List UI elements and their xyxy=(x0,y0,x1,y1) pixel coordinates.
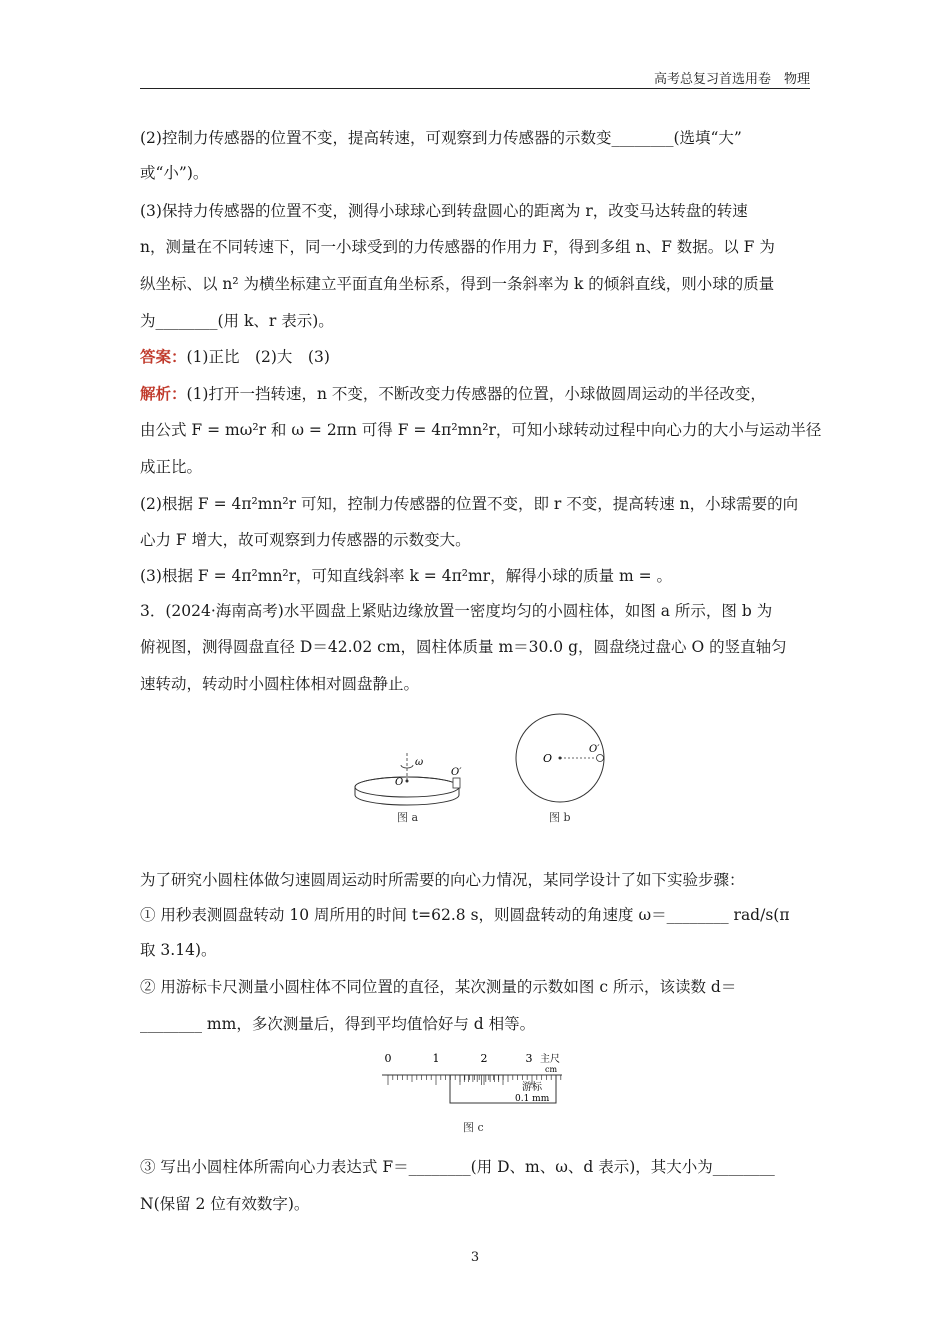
text-line: (3)根据 F = 4π²mn²r，可知直线斜率 k = 4π²mr，解得小球的质量 m = 。 xyxy=(140,567,673,585)
text-line: 或“小”)。 xyxy=(140,164,209,182)
text-line: 成正比。 xyxy=(140,458,203,476)
main-scale-tick-label: 3 xyxy=(525,1052,533,1065)
text-line: 3．(2024·海南高考)水平圆盘上紧贴边缘放置一密度均匀的小圆柱体，如图 a 所示，图 b 为 xyxy=(140,602,773,620)
text-line: ② 用游标卡尺测量小圆柱体不同位置的直径，某次测量的示数如图 c 所示，该读数 d＝ xyxy=(140,978,737,996)
text-line: ________ mm，多次测量后，得到平均值恰好与 d 相等。 xyxy=(140,1015,536,1033)
text-line: 取 3.14)。 xyxy=(140,941,217,959)
vernier-precision: 0.1 mm xyxy=(515,1094,550,1104)
text-line: 由公式 F = mω²r 和 ω = 2πn 可得 F = 4π²mn²r，可知小球转动过程中向心力的大小与运动半径 xyxy=(140,421,822,439)
main-scale-unit: cm xyxy=(545,1065,558,1074)
analysis-label: 解析： xyxy=(140,384,187,403)
text-line: 为________(用 k、r 表示)。 xyxy=(140,312,334,330)
figure-c-caption: 图 c xyxy=(463,1121,484,1134)
center-label: O xyxy=(395,777,404,788)
page-header xyxy=(140,68,810,89)
header-title: 高考总复习首选用卷 物理 xyxy=(653,72,810,87)
text-line: ① 用秒表测圆盘转动 10 周所用的时间 t=62.8 s，则圆盘转动的角速度 ω＝________ rad/s(π xyxy=(140,906,790,924)
page-number: 3 xyxy=(470,1250,480,1265)
answer-label: 答案： xyxy=(140,347,187,366)
text-line: (3)保持力传感器的位置不变，测得小球球心到转盘圆心的距离为 r，改变马达转盘的转速 xyxy=(140,202,748,220)
center-label: O xyxy=(543,752,553,765)
cylinder-label: O′ xyxy=(589,744,600,755)
text-line: 心力 F 增大，故可观察到力传感器的示数变大。 xyxy=(140,531,471,549)
main-scale-tick-label: 1 xyxy=(432,1052,440,1065)
text-line: n，测量在不同转速下，同一小球受到的力传感器的作用力 F，得到多组 n、F 数据。以 F 为 xyxy=(140,238,775,256)
text-line: (2)控制力传感器的位置不变，提高转速，可观察到力传感器的示数变________(选填“大” xyxy=(140,129,742,147)
answer-line xyxy=(140,347,812,367)
text-line: N(保留 2 位有效数字)。 xyxy=(140,1195,310,1213)
omega-label: ω xyxy=(415,757,424,768)
vernier-label: 游标 xyxy=(522,1082,542,1093)
figure-c xyxy=(378,1050,578,1112)
figure-b-caption: 图 b xyxy=(549,811,571,824)
answer-text: (1)正比 (2)大 (3) xyxy=(186,348,330,366)
figure-a-caption: 图 a xyxy=(397,811,419,824)
cylinder-label: O′ xyxy=(451,767,462,778)
main-scale-tick-label: 0 xyxy=(384,1052,392,1065)
text-line: 纵坐标、以 n² 为横坐标建立平面直角坐标系，得到一条斜率为 k 的倾斜直线，则小球的质量 xyxy=(140,275,775,293)
text-line: (2)根据 F = 4π²mn²r 可知，控制力传感器的位置不变，即 r 不变，提高转速 n，小球需要的向 xyxy=(140,495,799,513)
vernier-scale-ticks xyxy=(460,1075,503,1085)
main-scale-tick-label: 2 xyxy=(480,1052,488,1065)
text-line: 速转动，转动时小圆柱体相对圆盘静止。 xyxy=(140,675,420,693)
figure-b xyxy=(510,712,610,812)
analysis-line xyxy=(140,384,812,404)
text-line: 为了研究小圆柱体做匀速圆周运动时所需要的向心力情况，某同学设计了如下实验步骤： xyxy=(140,871,745,889)
main-scale-label: 主尺 xyxy=(540,1054,560,1065)
text-line: 俯视图，测得圆盘直径 D＝42.02 cm，圆柱体质量 m＝30.0 g，圆盘绕过盘心 O 的竖直轴匀 xyxy=(140,638,787,656)
analysis-text: (1)打开一挡转速，n 不变，不断改变力传感器的位置，小球做圆周运动的半径改变， xyxy=(186,385,766,403)
text-line: ③ 写出小圆柱体所需向心力表达式 F＝________(用 D、m、ω、d 表示)，其大小为________ xyxy=(140,1158,775,1176)
